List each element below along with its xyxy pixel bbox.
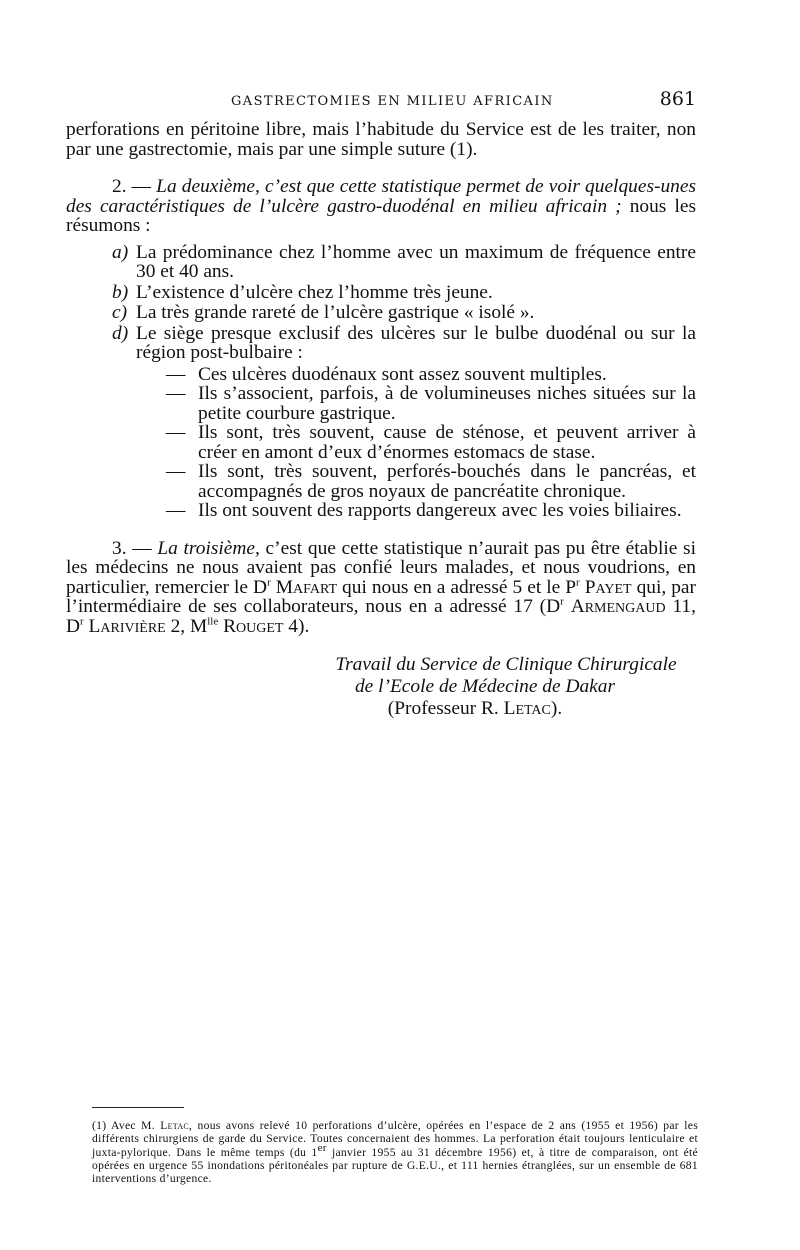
signature-line-3 — [66, 698, 696, 720]
document-page — [66, 88, 696, 720]
footnote-text: janvier 1955 au 31 décembre 1956) et, à titre de comparaison, ont été opérées en urgence 55 inondations péritonéales par rupture de G.E.U., et 111 hernies étranglées, sur un ensemble de 681 interventions d’urgence. — [92, 1145, 698, 1186]
sublist-text: Ils sont, très souvent, perforés-bouchés dans le pancréas, et accompagnés de gros noyaux de pancréatite chronique. — [198, 461, 696, 502]
signature-block — [66, 654, 696, 720]
superscript: r — [80, 615, 84, 628]
signature-suffix: ). — [550, 698, 563, 719]
paragraph-3-text: qui, par l’intermédiaire de ses collaborateurs, nous en a adressé 17 (D — [66, 576, 696, 617]
ulcer-sublist — [66, 365, 696, 521]
list-letter: b) — [112, 281, 129, 303]
paragraph-3-text: 4). — [283, 615, 310, 637]
paragraph-2 — [66, 177, 696, 236]
running-head — [66, 88, 696, 118]
dash-marker: — — [166, 363, 186, 385]
paragraph-2-number: 2. — — [112, 176, 157, 197]
list-letter: a) — [112, 241, 129, 263]
name-payet: Payet — [584, 576, 632, 598]
signature-name: Letac — [503, 698, 551, 719]
sublist-item — [66, 462, 696, 501]
superscript: r — [576, 576, 580, 589]
signature-line-1: Travail du Service de Clinique Chirurgicale — [335, 654, 677, 675]
name-lariviere: Larivière — [88, 615, 166, 637]
name-mafart: Mafart — [275, 576, 338, 598]
list-text: Le siège presque exclusif des ulcères sur le bulbe duodénal ou sur la région post-bulbaire : — [136, 322, 696, 363]
sublist-text: Ils ont souvent des rapports dangereux avec les voies biliaires. — [198, 500, 682, 521]
dash-marker: — — [166, 461, 186, 482]
list-letter: d) — [112, 322, 129, 344]
running-head-title: GASTRECTOMIES EN MILIEU AFRICAIN — [231, 94, 554, 109]
paragraph-3-text: qui nous en a adressé 5 et le P — [337, 576, 577, 598]
list-letter: c) — [112, 302, 128, 323]
sublist-item — [66, 365, 696, 385]
list-text: L’existence d’ulcère chez l’homme très jeune. — [136, 281, 493, 303]
superscript: r — [267, 576, 271, 589]
list-text: La prédominance chez l’homme avec un maximum de fréquence entre 30 et 40 ans. — [136, 241, 696, 282]
page-number: 861 — [659, 88, 696, 110]
sublist-text: Ils sont, très souvent, cause de sténose, et peuvent arriver à créer en amont d’eux d’énormes estomacs de stase. — [198, 422, 696, 463]
dash-marker: — — [166, 422, 186, 443]
footnote-name: Letac — [160, 1119, 190, 1132]
name-rouget: Rouget — [223, 615, 284, 637]
list-item — [66, 283, 696, 303]
paragraph-3 — [66, 539, 696, 637]
list-item — [66, 303, 696, 323]
paragraph-3-text: c’est que cette statistique n’aurait pas pu être établie si les médecins ne nous avaient pas confié leurs malades, et nous voudrions, en particulier, remercier le D — [66, 537, 696, 598]
sublist-text: Ils s’associent, parfois, à de volumineuses niches situées sur la petite courbure gastrique. — [198, 383, 696, 424]
superscript: lle — [207, 615, 219, 628]
sublist-item — [66, 501, 696, 521]
dash-marker: — — [166, 500, 186, 521]
sublist-item — [66, 384, 696, 423]
paragraph-1: perforations en péritoine libre, mais l’habitude du Service est de les traiter, non par une gastrectomie, mais par une simple suture (1). — [66, 119, 696, 160]
list-item — [66, 324, 696, 363]
paragraph-2-italic: La deuxième, c’est que cette statistique permet de voir quelques-unes des caractéristiques de l’ulcère gastro-duodénal en milieu africain ; — [66, 176, 696, 217]
signature-line-2: de l’Ecole de Médecine de Dakar — [354, 676, 616, 697]
paragraph-2-rest: nous les résumons : — [66, 195, 696, 236]
characteristics-list — [66, 243, 696, 363]
name-armengaud: Armengaud — [570, 596, 666, 617]
sublist-item — [66, 423, 696, 462]
footnote-text: (1) Avec M. — [92, 1119, 161, 1132]
dash-marker: — — [166, 383, 186, 404]
footnote — [92, 1119, 698, 1185]
paragraph-3-italic: La troisième, — [157, 537, 260, 559]
paragraph-3-text: 2, M — [165, 615, 208, 637]
list-item — [66, 243, 696, 282]
list-text: La très grande rareté de l’ulcère gastrique « isolé ». — [136, 302, 535, 323]
superscript: er — [317, 1141, 327, 1154]
paragraph-3-text: 11, D — [66, 596, 696, 637]
sublist-text: Ces ulcères duodénaux sont assez souvent multiples. — [198, 363, 607, 385]
signature-prefix: (Professeur R. — [387, 698, 504, 719]
superscript: r — [560, 595, 564, 608]
footnote-rule — [92, 1107, 184, 1108]
paragraph-3-number: 3. — — [112, 537, 158, 559]
footnote-text: , nous avons relevé 10 perforations d’ulcère, opérées en l’espace de 2 ans (1955 et 1956) par les différents chirurgiens de garde du Service. Toutes concernaient des hommes. La perforation était toujours lenticulaire et juxta-pylorique. Dans le même temps (du 1 — [92, 1119, 699, 1159]
